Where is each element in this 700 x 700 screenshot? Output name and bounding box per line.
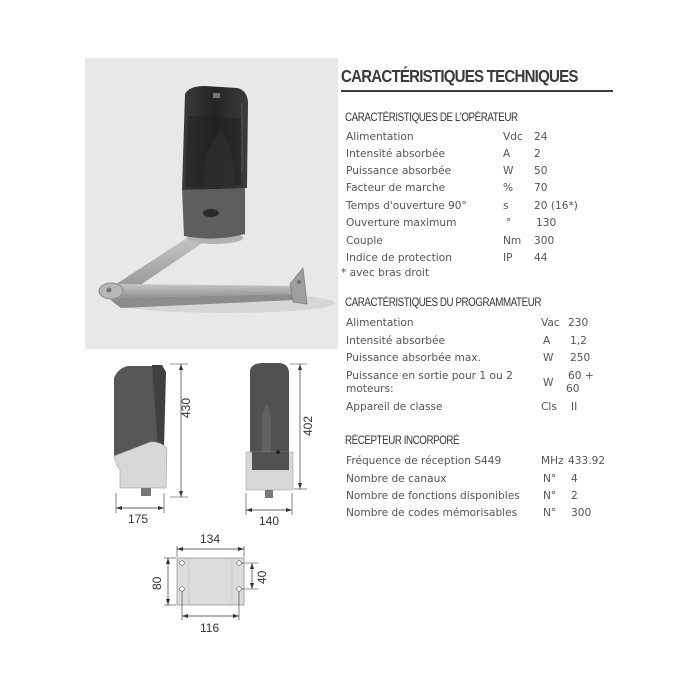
specifications-panel: CARACTÉRISTIQUES TECHNIQUES CARACTÉRISTIQUES DE L'OPÉRATEUR Alimentation Vdc 24 Intensité absorbée A 2 Puissance absorbée W 50 Facteur de marche % 70 Temps d'ouverture 90° s 20 (16*) Ouverture maximum ° 130 Couple Nm 300 Indice de protection IP 44 * avec bras droit CARACTÉRISTIQUES DU PROGRAMMATEUR Alimentation Vac 230 Intensité absorbée A 1,2 Puissance absorbée max. W 250 Puissance en sortie pour 1 ou 2 moteurs: W 60 + 60 Appareil de classe Cls II RÉCEPTEUR INCORPORÉ Fréquence de réception S449 MHz 433.92 Nombre de canaux N° 4 Nombre de fonctions disponibles N° 2 Nombre de codes mémorisables N° 300: [341, 60, 616, 92]
dim-base-height: 80: [150, 576, 164, 590]
base-plate-drawing: [164, 546, 258, 620]
dim-hole-spacing-v: 40: [255, 570, 269, 584]
dim-hole-spacing-h: 116: [200, 621, 220, 635]
front-view-drawing: [246, 363, 307, 515]
dim-base-width: 134: [200, 532, 221, 546]
dim-front-height: 402: [301, 415, 315, 436]
footnote: * avec bras droit: [341, 267, 430, 279]
section-title-programmer: CARACTÉRISTIQUES DU PROGRAMMATEUR: [345, 297, 541, 309]
section-title-receiver: RÉCEPTEUR INCORPORÉ: [345, 435, 460, 447]
product-photo: [85, 58, 338, 349]
dim-side-height: 430: [179, 397, 193, 418]
dim-front-width: 140: [259, 514, 280, 528]
title-divider: [341, 90, 613, 92]
dim-side-width: 175: [128, 512, 149, 526]
gate-opener-motor-illustration: [85, 58, 338, 349]
section-title-operator: CARACTÉRISTIQUES DE L'OPÉRATEUR: [345, 112, 518, 124]
page-title: CARACTÉRISTIQUES TECHNIQUES: [341, 66, 578, 86]
side-view-drawing: [114, 364, 188, 513]
